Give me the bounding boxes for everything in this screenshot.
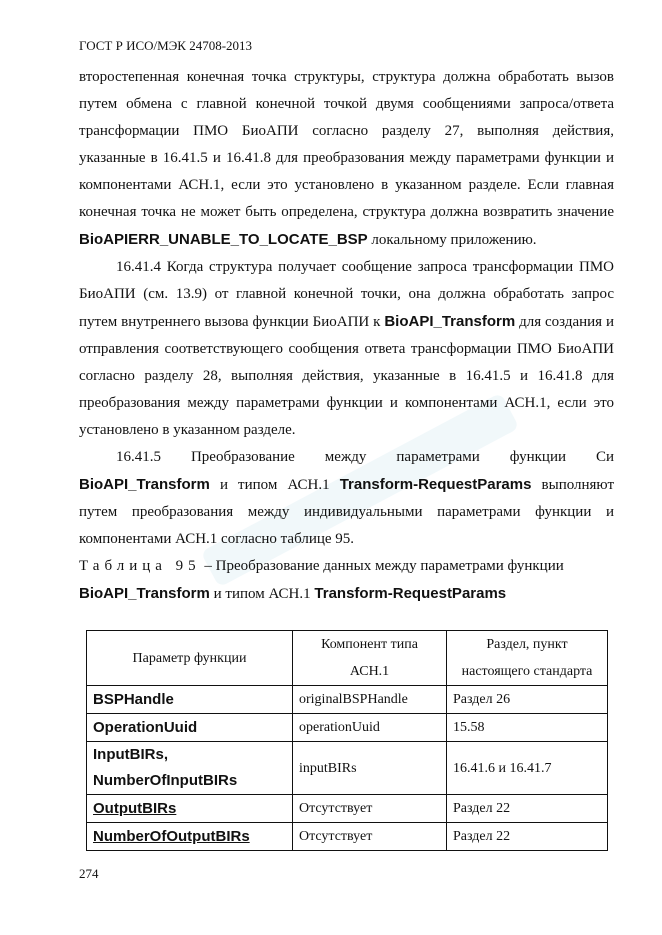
param-cell: OutputBIRs — [87, 795, 293, 823]
table-row — [87, 714, 608, 742]
ref-cell: Раздел 22 — [447, 823, 608, 851]
paragraph-3 — [79, 444, 614, 553]
code-term: Transform-RequestParams — [314, 585, 507, 602]
page-number: 274 — [79, 866, 99, 881]
table-header-cell: Раздел, пункт настоящего стандарта — [447, 631, 608, 686]
text: выполняют путем преобразования между индивидуальными параметрами функции и компонентами АСН.1 согласно таблице 95. — [79, 477, 614, 547]
code-term: BioAPI_Transform — [384, 313, 516, 330]
text: 16.41.4 Когда структура получает сообщение запроса трансформации ПМО БиоАПИ (см. 13.9) от главной конечной точки, она должна обработать запрос путем внутреннего вызова функции БиоАПИ к — [79, 259, 614, 330]
code-term: BioAPI_Transform — [79, 585, 210, 602]
table-row — [87, 742, 608, 795]
param-cell: NumberOfOutputBIRs — [87, 823, 293, 851]
text: локальному приложению. — [367, 232, 537, 248]
text: и типом АСН.1 — [209, 477, 340, 493]
table-header-cell: Компонент типа АСН.1 — [293, 631, 447, 686]
ref-cell: 15.58 — [447, 714, 608, 742]
table-row — [87, 686, 608, 714]
document-header: ГОСТ Р ИСО/МЭК 24708-2013 — [79, 38, 253, 53]
asn-cell: operationUuid — [293, 714, 447, 742]
paragraph-2 — [79, 254, 614, 444]
table-row — [87, 795, 608, 823]
conversion-table — [86, 630, 608, 851]
asn-cell: Отсутствует — [293, 795, 447, 823]
ref-cell: Раздел 22 — [447, 795, 608, 823]
table-header-cell: Параметр функции — [87, 631, 293, 686]
ref-cell: Раздел 26 — [447, 686, 608, 714]
ref-cell: 16.41.6 и 16.41.7 — [447, 742, 608, 795]
text: – Преобразование данных между параметрами функции — [200, 558, 564, 574]
paragraph-1 — [79, 64, 614, 254]
asn-cell: Отсутствует — [293, 823, 447, 851]
table-caption — [79, 553, 614, 608]
table-row — [87, 823, 608, 851]
asn-cell: originalBSPHandle — [293, 686, 447, 714]
text: второстепенная конечная точка структуры, структура должна обработать вызов путем обмена с главной конечной точкой двумя сообщениями запроса/ответа трансформации ПМО БиоАПИ согласно разделу 27, выполняя действия, указанные в 16.41.5 и 16.41.8 для преобразования между параметрами функции и компонентами АСН.1, если это установлено в указанном разделе. Если главная конечная точка не может быть определена, структура должна возвратить значение — [79, 69, 614, 220]
document-body — [79, 64, 614, 608]
code-term: BioAPI_Transform — [79, 476, 210, 493]
param-cell: BSPHandle — [87, 686, 293, 714]
table-header-row — [87, 631, 608, 686]
asn-cell: inputBIRs — [293, 742, 447, 795]
text: для создания и отправления соответствующего сообщения ответа трансформации ПМО БиоАПИ согласно разделу 28, выполняя действия, указанные в 16.41.5 и 16.41.8 для преобразования между параметрами функции и компонентами АСН.1, если это установлено в указанном разделе. — [79, 314, 614, 438]
code-term: Transform-RequestParams — [339, 476, 532, 493]
text: 16.41.5 Преобразование между параметрами функции Си — [116, 449, 614, 465]
code-term: BioAPIERR_UNABLE_TO_LOCATE_BSP — [79, 231, 368, 248]
param-cell: OperationUuid — [87, 714, 293, 742]
caption-label: Таблица 95 — [79, 558, 201, 574]
text: и типом АСН.1 — [209, 586, 315, 602]
param-cell: InputBIRs, NumberOfInputBIRs — [87, 742, 293, 795]
